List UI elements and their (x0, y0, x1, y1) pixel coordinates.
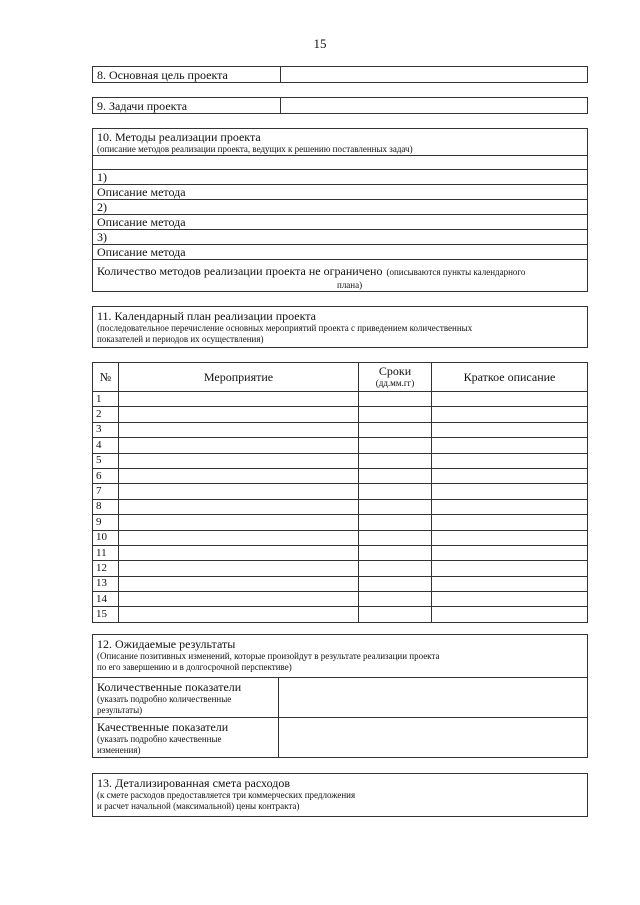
calendar-row (93, 407, 588, 422)
section-11-calendar-header (92, 306, 588, 348)
calendar-row (93, 561, 588, 576)
calendar-row-dates[interactable] (359, 530, 432, 545)
budget-subtitle-1: (к смете расходов предоставляется три коммерческих предложения (97, 790, 356, 800)
col-header-dates-format: (дд.мм.гг) (375, 378, 415, 388)
col-header-dates (359, 363, 432, 392)
calendar-row-number: 1 (93, 392, 119, 407)
qualitative-field[interactable] (279, 718, 587, 757)
calendar-row-dates[interactable] (359, 515, 432, 530)
quantitative-field[interactable] (279, 678, 587, 717)
calendar-row-event[interactable] (119, 422, 359, 437)
section-10-methods (92, 128, 588, 292)
calendar-row-dates[interactable] (359, 468, 432, 483)
section-8-main-goal (92, 66, 588, 83)
calendar-row-number: 11 (93, 545, 119, 560)
calendar-row-number: 9 (93, 515, 119, 530)
calendar-row-description[interactable] (432, 484, 588, 499)
calendar-row-dates[interactable] (359, 545, 432, 560)
methods-note (93, 259, 587, 291)
calendar-row (93, 530, 588, 545)
calendar-row-event[interactable] (119, 561, 359, 576)
calendar-row-description[interactable] (432, 392, 588, 407)
tasks-field[interactable] (281, 98, 587, 113)
calendar-row-description[interactable] (432, 576, 588, 591)
calendar-row-number: 8 (93, 499, 119, 514)
calendar-row-number: 12 (93, 561, 119, 576)
methods-subtitle: (описание методов реализации проекта, ведущих к решению поставленных задач) (97, 144, 413, 154)
calendar-row-description[interactable] (432, 499, 588, 514)
calendar-subtitle-1: (последовательное перечисление основных мероприятий проекта с приведением количественных (97, 323, 473, 333)
calendar-row-dates[interactable] (359, 453, 432, 468)
quantitative-label: Количественные показатели (97, 680, 242, 694)
calendar-row-dates[interactable] (359, 484, 432, 499)
methods-note-main: Количество методов реализации проекта не ограничено (97, 264, 383, 278)
calendar-row-event[interactable] (119, 468, 359, 483)
section-12-expected-results (92, 634, 588, 758)
method-2-description[interactable]: Описание метода (93, 214, 587, 229)
calendar-table-wrap (92, 362, 588, 620)
calendar-row-event[interactable] (119, 515, 359, 530)
calendar-row-event[interactable] (119, 392, 359, 407)
section-9-tasks (92, 97, 588, 114)
methods-title: 10. Методы реализации проекта (97, 130, 261, 144)
calendar-row (93, 484, 588, 499)
calendar-row-event[interactable] (119, 530, 359, 545)
calendar-row-event[interactable] (119, 453, 359, 468)
methods-note-small-2: плана) (337, 280, 363, 290)
calendar-row-event[interactable] (119, 607, 359, 622)
calendar-row-number: 4 (93, 438, 119, 453)
calendar-row-number: 15 (93, 607, 119, 622)
col-header-description: Краткое описание (432, 363, 588, 392)
calendar-row-dates[interactable] (359, 499, 432, 514)
calendar-row-description[interactable] (432, 453, 588, 468)
qualitative-note-1: (указать подробно качественные (97, 734, 222, 744)
calendar-row-number: 10 (93, 530, 119, 545)
calendar-row-description[interactable] (432, 438, 588, 453)
results-title: 12. Ожидаемые результаты (97, 637, 236, 651)
methods-note-small: (описываются пункты календарного (386, 267, 526, 277)
calendar-row (93, 499, 588, 514)
calendar-row (93, 545, 588, 560)
section-13-budget (92, 773, 588, 817)
method-3-number[interactable]: 3) (93, 229, 587, 244)
calendar-row-dates[interactable] (359, 607, 432, 622)
col-header-number: № (93, 363, 119, 392)
calendar-row-description[interactable] (432, 607, 588, 622)
calendar-row-description[interactable] (432, 422, 588, 437)
calendar-row-dates[interactable] (359, 407, 432, 422)
quantitative-note-2: результаты) (97, 705, 143, 715)
col-header-dates-label: Сроки (378, 364, 412, 378)
calendar-row-event[interactable] (119, 438, 359, 453)
col-header-event: Мероприятие (119, 363, 359, 392)
qualitative-label-cell (93, 718, 279, 757)
calendar-row-description[interactable] (432, 592, 588, 607)
calendar-row (93, 438, 588, 453)
calendar-row (93, 422, 588, 437)
results-subtitle-1: (Описание позитивных изменений, которые произойдут в результате реализации проекта (97, 651, 440, 661)
calendar-row-number: 13 (93, 576, 119, 591)
calendar-row-dates[interactable] (359, 438, 432, 453)
method-3-description[interactable]: Описание метода (93, 244, 587, 259)
calendar-row-event[interactable] (119, 499, 359, 514)
calendar-row-event[interactable] (119, 407, 359, 422)
main-goal-label: 8. Основная цель проекта (93, 67, 281, 82)
method-1-number[interactable]: 1) (93, 169, 587, 184)
calendar-row-dates[interactable] (359, 422, 432, 437)
qualitative-note-2: изменения) (97, 745, 141, 755)
calendar-row-dates[interactable] (359, 576, 432, 591)
page-number: 15 (313, 36, 327, 51)
budget-subtitle-2: и расчет начальной (максимальной) цены контракта) (97, 801, 300, 811)
qualitative-label: Качественные показатели (97, 720, 229, 734)
calendar-row-event[interactable] (119, 592, 359, 607)
tasks-label: 9. Задачи проекта (93, 98, 281, 113)
calendar-row-dates[interactable] (359, 392, 432, 407)
quantitative-note-1: (указать подробно количественные (97, 694, 232, 704)
calendar-row (93, 515, 588, 530)
calendar-row-description[interactable] (432, 515, 588, 530)
calendar-row-event[interactable] (119, 545, 359, 560)
calendar-row-description[interactable] (432, 468, 588, 483)
main-goal-field[interactable] (281, 67, 587, 82)
calendar-row-number: 6 (93, 468, 119, 483)
results-subtitle-2: по его завершению и в долгосрочной перспективе) (97, 662, 292, 672)
calendar-row-dates[interactable] (359, 592, 432, 607)
calendar-row (93, 453, 588, 468)
calendar-row (93, 468, 588, 483)
methods-blank-row[interactable] (93, 155, 587, 169)
calendar-subtitle-2: показателей и периодов их осуществления) (97, 334, 264, 344)
calendar-row (93, 392, 588, 407)
calendar-row (93, 607, 588, 622)
calendar-table (92, 362, 588, 623)
method-1-description[interactable]: Описание метода (93, 184, 587, 199)
budget-title: 13. Детализированная смета расходов (97, 776, 291, 790)
calendar-row (93, 592, 588, 607)
calendar-title: 11. Календарный план реализации проекта (97, 309, 316, 323)
calendar-row-description[interactable] (432, 530, 588, 545)
calendar-row-description[interactable] (432, 407, 588, 422)
calendar-row-dates[interactable] (359, 561, 432, 576)
quantitative-label-cell (93, 678, 279, 717)
calendar-row-event[interactable] (119, 576, 359, 591)
calendar-row-description[interactable] (432, 545, 588, 560)
calendar-row-event[interactable] (119, 484, 359, 499)
calendar-row-number: 7 (93, 484, 119, 499)
calendar-row-number: 3 (93, 422, 119, 437)
calendar-row-description[interactable] (432, 561, 588, 576)
calendar-row-number: 5 (93, 453, 119, 468)
calendar-row-number: 14 (93, 592, 119, 607)
calendar-row-number: 2 (93, 407, 119, 422)
calendar-row (93, 576, 588, 591)
method-2-number[interactable]: 2) (93, 199, 587, 214)
